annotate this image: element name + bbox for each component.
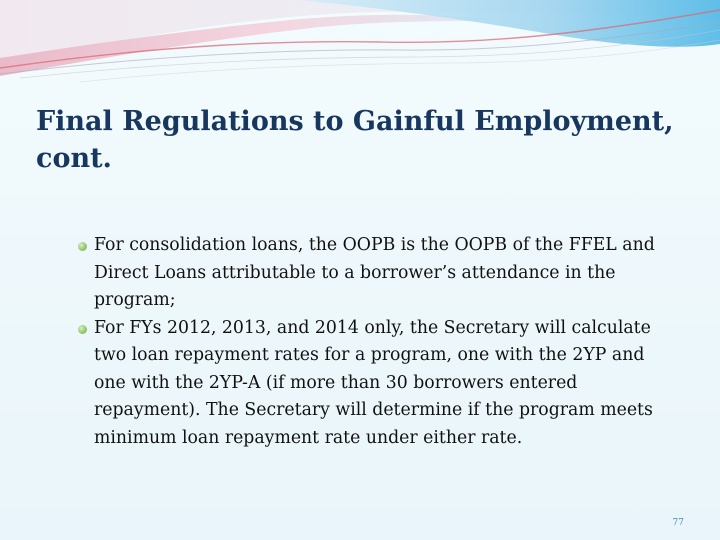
bullet-icon xyxy=(78,325,87,334)
page-number: 77 xyxy=(672,518,684,528)
bullet-item xyxy=(74,315,680,453)
bullet-text: For FYs 2012, 2013, and 2014 only, the Secretary will calculate two loan repayment rates for a program, one with the 2YP and one with the 2YP-A (if more than 30 borrowers entered repayment). The Secretary will determine if the program meets minimum loan repayment rate under either rate. xyxy=(94,317,653,448)
header-wave-decoration xyxy=(0,0,720,90)
bullet-icon xyxy=(78,242,87,251)
bullet-text: For consolidation loans, the OOPB is the OOPB of the FFEL and Direct Loans attributable to a borrower’s attendance in the program; xyxy=(94,235,655,310)
slide-title: Final Regulations to Gainful Employment, cont. xyxy=(36,106,674,174)
bullet-item xyxy=(74,232,680,315)
bullet-list xyxy=(74,232,680,452)
